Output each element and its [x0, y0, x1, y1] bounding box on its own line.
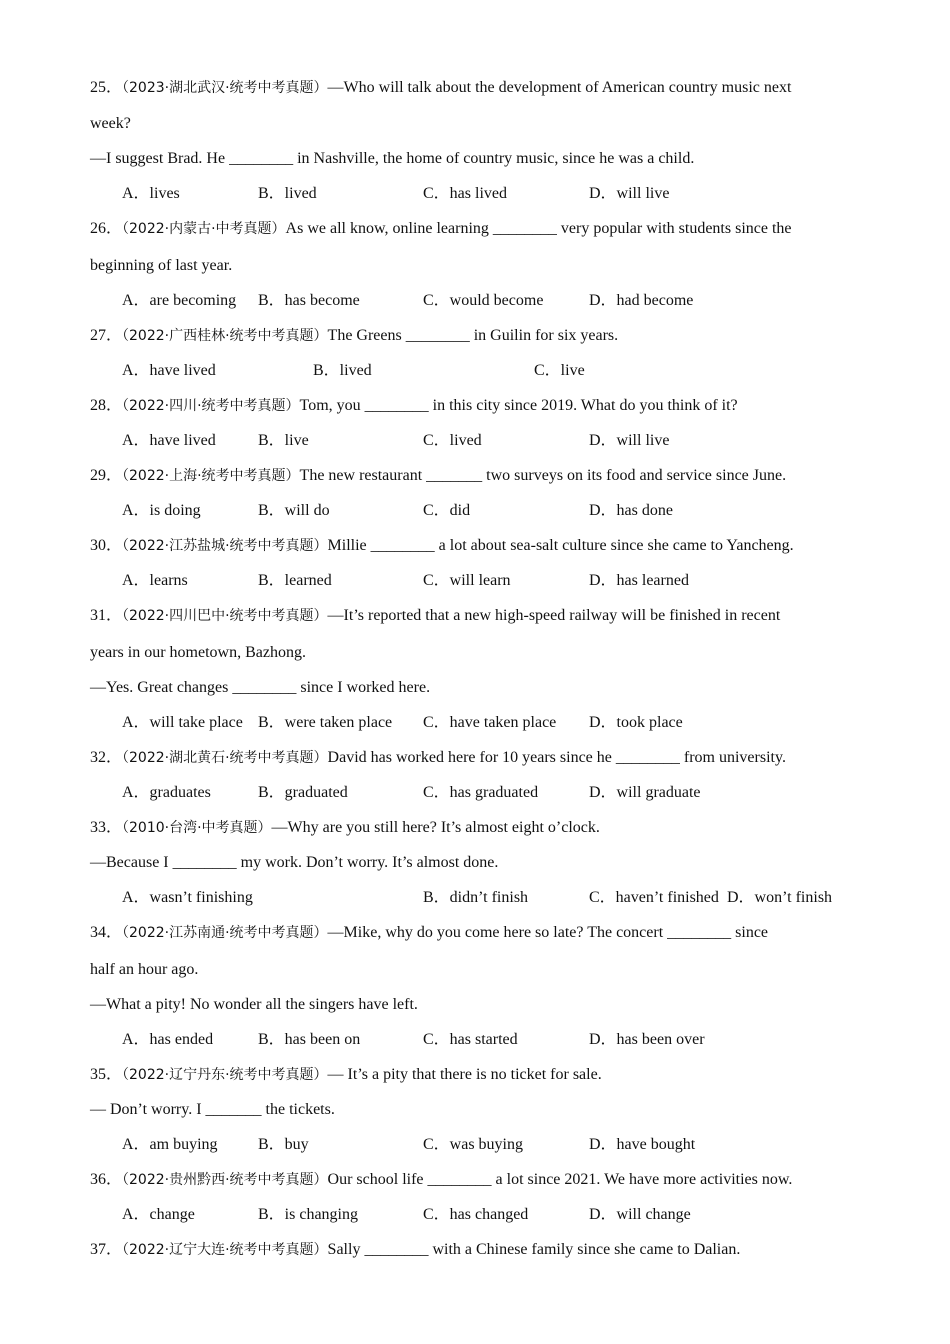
answer-option[interactable]: D．will live	[589, 432, 670, 449]
answer-option[interactable]: D．will live	[589, 185, 670, 202]
answer-option[interactable]: A．have lived	[122, 362, 216, 379]
question-37-line-1	[90, 1240, 880, 1260]
question-stem: The new restaurant _______ two surveys on its food and service since June.	[299, 467, 787, 484]
question-25-line-3	[90, 149, 880, 169]
answer-option[interactable]: D．will change	[589, 1206, 691, 1223]
question-31-line-1	[90, 606, 880, 626]
question-stem: The Greens ________ in Guilin for six years.	[327, 327, 619, 344]
question-25-line-2	[90, 114, 880, 134]
question-stem: —Who will talk about the development of American country music next	[327, 79, 792, 96]
question-source: （2022·四川·统考中考真题）	[122, 398, 300, 414]
answer-option[interactable]: A．is doing	[122, 502, 201, 519]
question-number: 36．	[90, 1171, 123, 1188]
question-source: （2022·上海·统考中考真题）	[122, 468, 300, 484]
answer-option[interactable]: B．has become	[258, 292, 360, 309]
question-number: 35．	[90, 1066, 123, 1083]
question-number: 33．	[90, 819, 123, 836]
question-number: 34．	[90, 924, 123, 941]
question-28-options	[0, 431, 950, 451]
question-27-options	[0, 361, 950, 381]
question-26-line-1	[90, 219, 880, 239]
question-stem: Our school life ________ a lot since 2021. We have more activities now.	[327, 1171, 793, 1188]
answer-option[interactable]: B．will do	[258, 502, 330, 519]
answer-option[interactable]: A．lives	[122, 185, 180, 202]
answer-option[interactable]: C．live	[534, 362, 585, 379]
answer-option[interactable]: B．were taken place	[258, 714, 393, 731]
question-34-line-2	[90, 960, 880, 980]
answer-option[interactable]: C．haven’t finished	[589, 889, 719, 906]
answer-option[interactable]: A．has ended	[122, 1031, 214, 1048]
answer-option[interactable]: B．buy	[258, 1136, 309, 1153]
question-26-line-2	[90, 256, 880, 276]
question-stem: —Because I ________ my work. Don’t worry. It’s almost done.	[90, 854, 499, 871]
question-source: （2010·台湾·中考真题）	[122, 820, 272, 836]
question-32-line-1	[90, 748, 880, 768]
question-stem: David has worked here for 10 years since he ________ from university.	[327, 749, 786, 766]
answer-option[interactable]: A．are becoming	[122, 292, 237, 309]
question-28-line-1	[90, 396, 880, 416]
answer-option[interactable]: B．graduated	[258, 784, 348, 801]
answer-option[interactable]: C．has graduated	[423, 784, 539, 801]
question-35-line-1	[90, 1065, 880, 1085]
question-30-line-1	[90, 536, 880, 556]
question-stem: Millie ________ a lot about sea-salt culture since she came to Yancheng.	[327, 537, 794, 554]
answer-option[interactable]: D．have bought	[589, 1136, 696, 1153]
answer-option[interactable]: D．has learned	[589, 572, 689, 589]
answer-option[interactable]: C．has lived	[423, 185, 507, 202]
question-source: （2022·湖北黄石·统考中考真题）	[122, 750, 328, 766]
question-number: 27．	[90, 327, 123, 344]
answer-option[interactable]: B．learned	[258, 572, 332, 589]
question-33-line-2	[90, 853, 880, 873]
question-33-options	[0, 888, 950, 908]
question-number: 28．	[90, 397, 123, 414]
answer-option[interactable]: B．lived	[313, 362, 372, 379]
answer-option[interactable]: B．lived	[258, 185, 317, 202]
answer-option[interactable]: A．wasn’t finishing	[122, 889, 253, 906]
answer-option[interactable]: C．lived	[423, 432, 482, 449]
question-stem: As we all know, online learning ________ very popular with students since the	[285, 220, 792, 237]
question-source: （2022·广西桂林·统考中考真题）	[122, 328, 328, 344]
question-35-options	[0, 1135, 950, 1155]
answer-option[interactable]: C．will learn	[423, 572, 511, 589]
answer-option[interactable]: C．would become	[423, 292, 544, 309]
question-stem: — Don’t worry. I _______ the tickets.	[90, 1101, 335, 1118]
question-source: （2022·四川巴中·统考中考真题）	[122, 608, 328, 624]
question-29-options	[0, 501, 950, 521]
answer-option[interactable]: A．have lived	[122, 432, 216, 449]
question-stem: —It’s reported that a new high-speed railway will be finished in recent	[327, 607, 781, 624]
answer-option[interactable]: A．graduates	[122, 784, 211, 801]
answer-option[interactable]: A．learns	[122, 572, 188, 589]
question-number: 31．	[90, 607, 123, 624]
question-number: 32．	[90, 749, 123, 766]
question-27-line-1	[90, 326, 880, 346]
answer-option[interactable]: D．won’t finish	[727, 889, 833, 906]
question-stem: — It’s a pity that there is no ticket for sale.	[327, 1066, 602, 1083]
question-stem: beginning of last year.	[90, 257, 233, 274]
question-stem: —Yes. Great changes ________ since I worked here.	[90, 679, 431, 696]
question-source: （2022·辽宁大连·统考中考真题）	[122, 1242, 328, 1258]
answer-option[interactable]: A．change	[122, 1206, 195, 1223]
question-25-options	[0, 184, 950, 204]
answer-option[interactable]: C．has changed	[423, 1206, 529, 1223]
answer-option[interactable]: C．did	[423, 502, 471, 519]
question-stem: —What a pity! No wonder all the singers have left.	[90, 996, 418, 1013]
question-stem: Tom, you ________ in this city since 2019. What do you think of it?	[299, 397, 738, 414]
question-source: （2022·贵州黔西·统考中考真题）	[122, 1172, 328, 1188]
question-29-line-1	[90, 466, 880, 486]
answer-option[interactable]: D．will graduate	[589, 784, 701, 801]
question-33-line-1	[90, 818, 880, 838]
answer-option[interactable]: B．is changing	[258, 1206, 358, 1223]
question-31-line-3	[90, 678, 880, 698]
question-31-options	[0, 713, 950, 733]
question-34-options	[0, 1030, 950, 1050]
question-stem: —Mike, why do you come here so late? The concert ________ since	[327, 924, 769, 941]
question-number: 30．	[90, 537, 123, 554]
question-number: 37．	[90, 1241, 123, 1258]
question-source: （2022·内蒙古·中考真题）	[122, 221, 286, 237]
answer-option[interactable]: C．have taken place	[423, 714, 557, 731]
question-stem: half an hour ago.	[90, 961, 199, 978]
answer-option[interactable]: C．was buying	[423, 1136, 524, 1153]
question-34-line-1	[90, 923, 880, 943]
answer-option[interactable]: B．live	[258, 432, 309, 449]
answer-option[interactable]: A．am buying	[122, 1136, 218, 1153]
answer-option[interactable]: C．has started	[423, 1031, 518, 1048]
question-source: （2022·辽宁丹东·统考中考真题）	[122, 1067, 328, 1083]
question-number: 29．	[90, 467, 123, 484]
answer-option[interactable]: D．took place	[589, 714, 683, 731]
answer-option[interactable]: B．didn’t finish	[423, 889, 529, 906]
question-source: （2022·江苏南通·统考中考真题）	[122, 925, 328, 941]
question-30-options	[0, 571, 950, 591]
question-36-line-1	[90, 1170, 880, 1190]
answer-option[interactable]: A．will take place	[122, 714, 243, 731]
question-36-options	[0, 1205, 950, 1225]
answer-option[interactable]: B．has been on	[258, 1031, 361, 1048]
question-stem: years in our hometown, Bazhong.	[90, 644, 306, 661]
answer-option[interactable]: D．has done	[589, 502, 673, 519]
question-number: 26．	[90, 220, 123, 237]
question-source: （2023·湖北武汉·统考中考真题）	[122, 80, 328, 96]
question-number: 25．	[90, 79, 123, 96]
answer-option[interactable]: D．had become	[589, 292, 694, 309]
question-stem: week?	[90, 115, 131, 132]
question-stem: —I suggest Brad. He ________ in Nashville, the home of country music, since he was a child.	[90, 150, 695, 167]
question-25-line-1	[90, 78, 880, 98]
question-stem: —Why are you still here? It’s almost eight o’clock.	[271, 819, 600, 836]
answer-option[interactable]: D．has been over	[589, 1031, 705, 1048]
question-34-line-3	[90, 995, 880, 1015]
question-source: （2022·江苏盐城·统考中考真题）	[122, 538, 328, 554]
question-stem: Sally ________ with a Chinese family since she came to Dalian.	[327, 1241, 741, 1258]
question-35-line-2	[90, 1100, 880, 1120]
question-26-options	[0, 291, 950, 311]
question-32-options	[0, 783, 950, 803]
question-31-line-2	[90, 643, 880, 663]
